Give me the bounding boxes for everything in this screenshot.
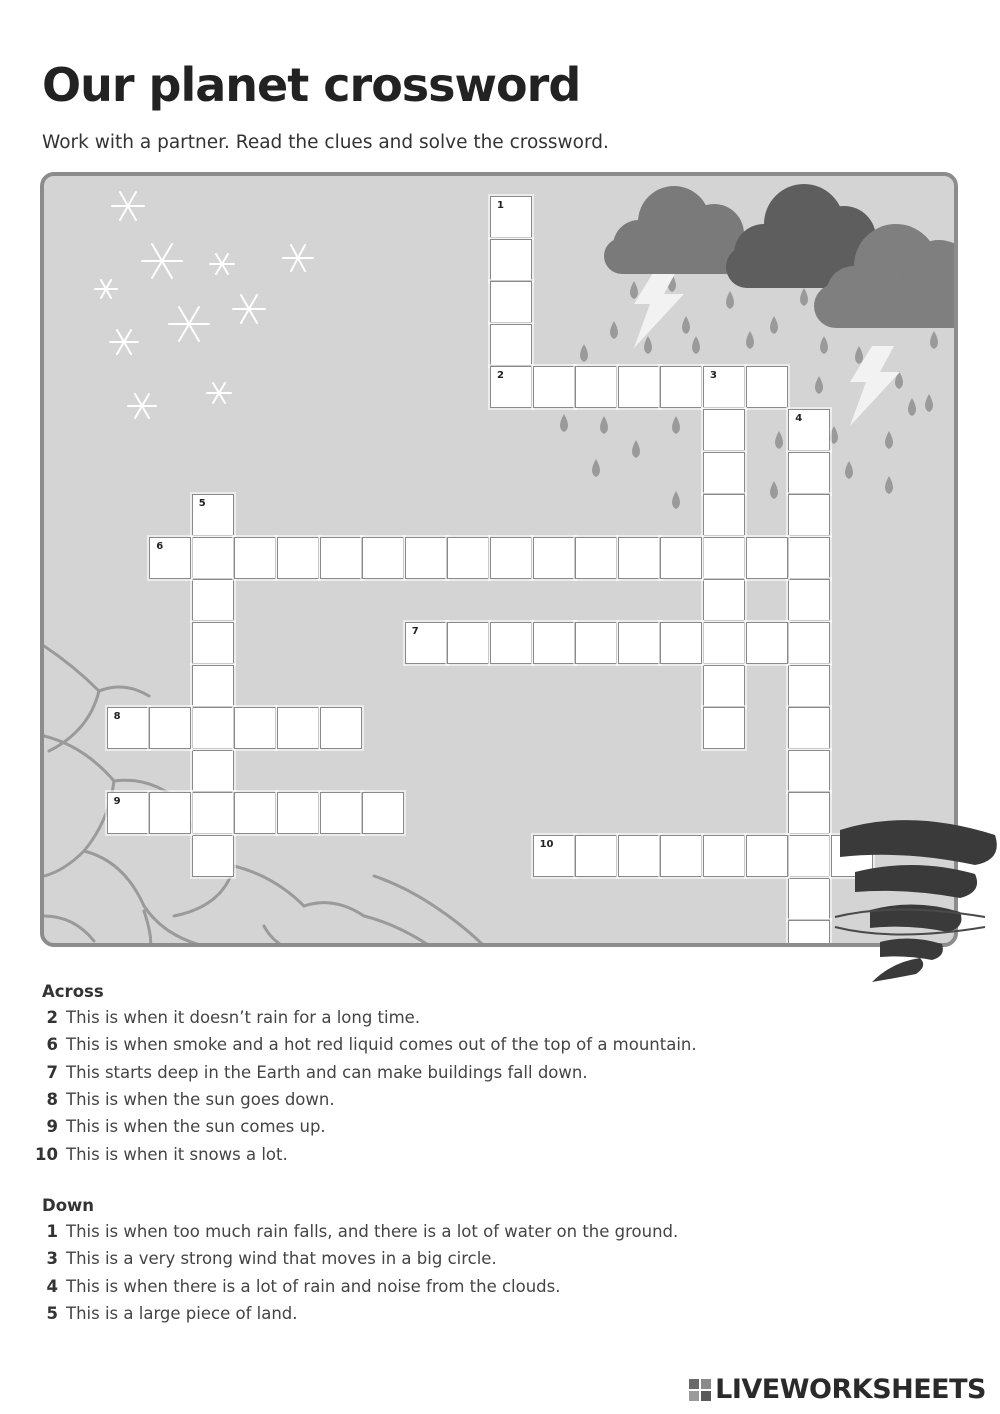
clue-number: 7 [46, 1062, 58, 1082]
crossword-cell[interactable] [703, 366, 745, 408]
crossword-cell[interactable] [149, 792, 191, 834]
liveworksheets-logo-icon [689, 1379, 711, 1401]
clue-text: This is when too much rain falls, and there is a lot of water on the ground. [66, 1222, 679, 1241]
crossword-cell[interactable] [192, 622, 234, 664]
down-clue [30, 1222, 678, 1241]
across-clue [30, 1063, 588, 1082]
crossword-cell[interactable] [788, 920, 830, 947]
crossword-cell[interactable] [703, 622, 745, 664]
crossword-cell[interactable] [575, 622, 617, 664]
crossword-cell[interactable] [703, 494, 745, 536]
crossword-cell[interactable] [788, 878, 830, 920]
clue-number: 2 [497, 370, 504, 382]
down-clue [30, 1277, 561, 1296]
crossword-cell[interactable] [107, 792, 149, 834]
crossword-cell[interactable] [703, 579, 745, 621]
crossword-cell[interactable] [192, 750, 234, 792]
clue-number: 7 [411, 626, 419, 637]
crossword-cell[interactable] [447, 622, 489, 664]
crossword-cell[interactable] [277, 537, 319, 579]
clue-text: This is a large piece of land. [66, 1303, 298, 1323]
crossword-cell[interactable] [277, 707, 319, 749]
crossword-cell[interactable] [788, 750, 830, 792]
clue-number: 2 [46, 1008, 58, 1027]
crossword-cell[interactable] [703, 665, 745, 707]
crossword-cell[interactable] [192, 579, 234, 621]
down-clue [30, 1249, 497, 1268]
crossword-cell[interactable] [533, 622, 575, 664]
across-clue [30, 1035, 697, 1054]
crossword-cell[interactable] [575, 835, 617, 877]
crossword-cell[interactable] [234, 707, 276, 749]
crossword-cell[interactable] [788, 409, 830, 451]
crossword-cell[interactable] [490, 324, 532, 366]
crossword-cell[interactable] [788, 665, 830, 707]
clue-number: 9 [46, 1117, 58, 1137]
across-clue [30, 1145, 288, 1164]
crossword-cell[interactable] [703, 537, 745, 579]
brand-name: LIVEWORKSHEETS [715, 1374, 986, 1405]
clue-number: 4 [46, 1276, 58, 1296]
crossword-cell[interactable] [405, 537, 447, 579]
clue-number: 3 [46, 1249, 58, 1269]
crossword-cell[interactable] [192, 835, 234, 877]
crossword-cell[interactable] [192, 707, 234, 749]
crossword-cell[interactable] [788, 707, 830, 749]
crossword-cell[interactable] [320, 537, 362, 579]
clue-number: 5 [46, 1303, 58, 1323]
clue-number: 10 [539, 839, 554, 850]
crossword-cell[interactable] [660, 835, 702, 877]
crossword-cell[interactable] [788, 835, 830, 877]
crossword-cell[interactable] [788, 452, 830, 494]
clue-number: 8 [113, 711, 121, 723]
clue-text: This is when the sun comes up. [66, 1117, 326, 1137]
crossword-cell[interactable] [490, 196, 532, 238]
clue-number: 6 [46, 1035, 58, 1055]
instructions: Work with a partner. Read the clues and solve the crossword. [42, 132, 609, 153]
crossword-cell[interactable] [746, 537, 788, 579]
crossword-cell[interactable] [703, 452, 745, 494]
crossword-cell[interactable] [788, 494, 830, 536]
crossword-cell[interactable] [149, 537, 191, 579]
crossword-cell[interactable] [660, 366, 702, 408]
snowflake-icon [95, 192, 313, 418]
crossword-cell[interactable] [788, 537, 830, 579]
clue-text: This is a very strong wind that moves in a big circle. [66, 1249, 497, 1269]
clue-number: 9 [113, 796, 121, 808]
clue-number: 3 [710, 370, 717, 382]
crossword-cell[interactable] [575, 537, 617, 579]
crossword-cell[interactable] [320, 792, 362, 834]
brand-logo [689, 1374, 986, 1405]
across-clue [30, 1090, 335, 1109]
crossword-cell[interactable] [703, 835, 745, 877]
crossword-cell[interactable] [107, 707, 149, 749]
crossword-cell[interactable] [788, 622, 830, 664]
crossword-cell[interactable] [660, 622, 702, 664]
clue-text: This is when there is a lot of rain and noise from the clouds. [66, 1276, 561, 1296]
crossword-cell[interactable] [533, 835, 575, 877]
crossword-cell[interactable] [660, 537, 702, 579]
clue-text: This is when smoke and a hot red liquid comes out of the top of a mountain. [66, 1035, 697, 1055]
tornado-icon [830, 812, 1000, 987]
crossword-cell[interactable] [234, 537, 276, 579]
crossword-cell[interactable] [447, 537, 489, 579]
clue-number: 4 [795, 413, 803, 424]
crossword-cell[interactable] [618, 622, 660, 664]
crossword-cell[interactable] [234, 792, 276, 834]
crossword-cell[interactable] [788, 792, 830, 834]
clue-text: This is when the sun goes down. [66, 1089, 335, 1109]
clue-number: 6 [156, 540, 164, 552]
crossword-cell[interactable] [362, 792, 404, 834]
clue-text: This is when it doesn’t rain for a long time. [66, 1008, 421, 1027]
crossword-cell[interactable] [490, 239, 532, 281]
crossword-cell[interactable] [575, 366, 617, 408]
down-clue [30, 1304, 298, 1323]
clue-text: This is when it snows a lot. [66, 1144, 288, 1164]
clue-number: 1 [497, 200, 504, 211]
crossword-cell[interactable] [149, 707, 191, 749]
crossword-cell[interactable] [703, 707, 745, 749]
across-heading: Across [42, 982, 104, 1001]
clue-number: 1 [46, 1222, 58, 1241]
crossword-cell[interactable] [703, 409, 745, 451]
across-clue [30, 1008, 420, 1027]
crossword-cell[interactable] [192, 494, 234, 536]
crossword-cell[interactable] [618, 835, 660, 877]
crossword-cell[interactable] [405, 622, 447, 664]
crossword-cell[interactable] [192, 665, 234, 707]
crossword-cell[interactable] [490, 622, 532, 664]
crossword-board [40, 172, 958, 947]
clue-number: 10 [35, 1144, 58, 1164]
crossword-cell[interactable] [788, 579, 830, 621]
crossword-cell[interactable] [533, 366, 575, 408]
crossword-cell[interactable] [320, 707, 362, 749]
crossword-cell[interactable] [618, 537, 660, 579]
crossword-cell[interactable] [192, 792, 234, 834]
crossword-cell[interactable] [746, 622, 788, 664]
crossword-cell[interactable] [192, 537, 234, 579]
across-clue [30, 1117, 326, 1136]
crossword-cell[interactable] [618, 366, 660, 408]
crossword-cell[interactable] [746, 835, 788, 877]
clue-number: 5 [198, 498, 206, 510]
clue-text: This starts deep in the Earth and can make buildings fall down. [66, 1062, 588, 1082]
crossword-cell[interactable] [490, 281, 532, 323]
crossword-cell[interactable] [746, 366, 788, 408]
crossword-cell[interactable] [533, 537, 575, 579]
page-title: Our planet crossword [42, 58, 581, 112]
crossword-cell[interactable] [362, 537, 404, 579]
clue-number: 8 [46, 1089, 58, 1109]
crossword-cell[interactable] [490, 537, 532, 579]
down-heading: Down [42, 1196, 95, 1215]
crossword-cell[interactable] [490, 366, 532, 408]
crossword-cell[interactable] [277, 792, 319, 834]
